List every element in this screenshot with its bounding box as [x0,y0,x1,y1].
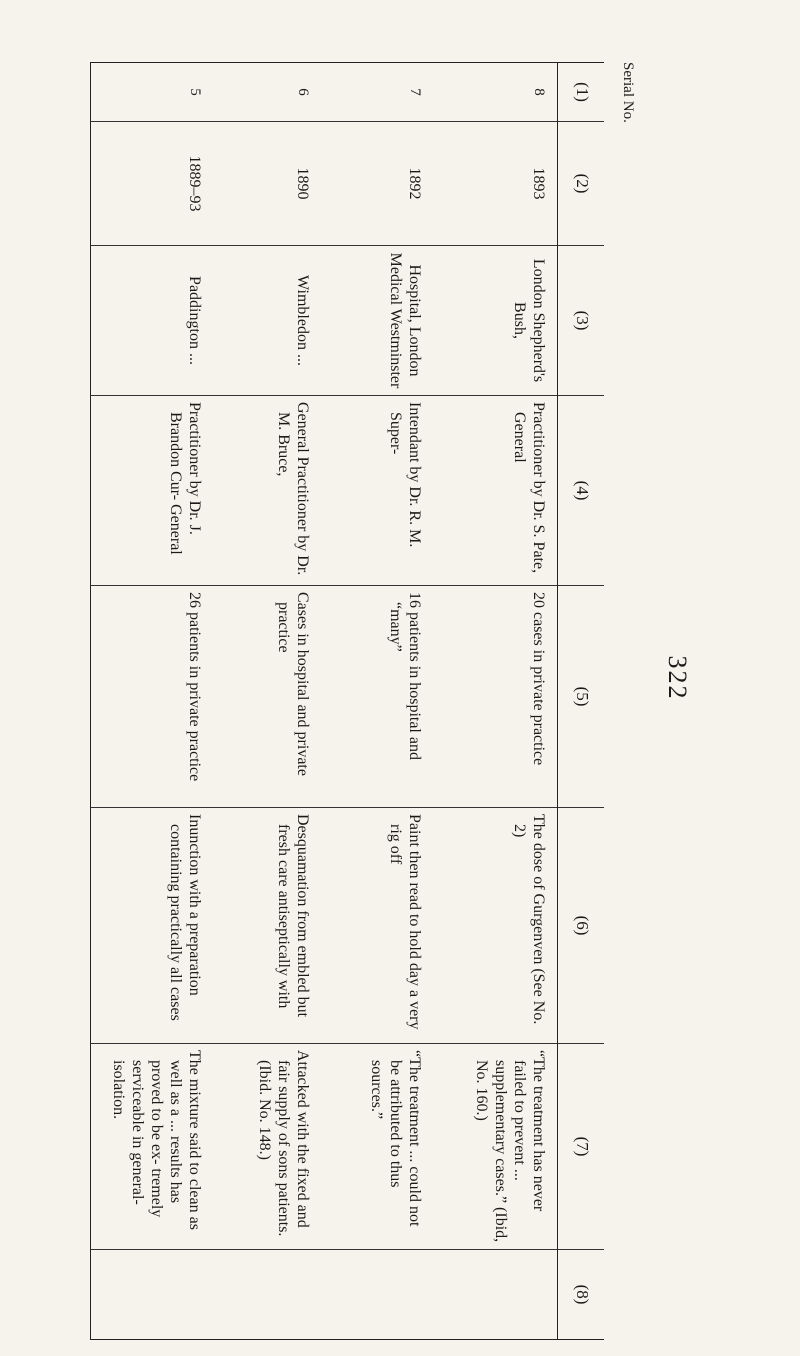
table-cell: London Shepherd's Bush, [511,258,547,383]
table-column-6 [90,807,604,1043]
page-number: 322 [663,655,692,701]
table-cell: Intendant by Dr. R. M. Super- [387,402,423,548]
table-cell: 1890 [294,167,311,200]
column-header: (6) [573,915,592,936]
table-cell: 1893 [530,167,547,200]
table-cell: 26 patients in private practice [186,592,203,782]
serial-number-heading: Serial No. [620,62,636,123]
table-cell: The dose of Gurgenven (See No. 2) [511,814,547,1025]
results-table [90,62,604,1340]
table-cell: Cases in hospital and private practice [275,592,311,776]
table-cell: General Practitioner by Dr. M. Bruce, [275,402,311,576]
table-cell: 20 cases in private practice [530,592,547,766]
table-cell: Paddington ... [186,276,203,365]
table-cell: 7 [407,88,423,96]
table-cell: 5 [187,88,203,96]
table-cell: Hospital, London Medical Westminster [387,252,423,389]
table-column-5 [90,585,604,807]
table-cell: Attacked with the fixed and fair supply of sons patients. (Ibid. No. 148.) [256,1050,311,1237]
table-column-1 [90,63,604,121]
table-cell: Inunction with a preparation containing practically all cases [167,814,203,1021]
table-cell: 8 [531,88,547,96]
column-header: (1) [573,82,592,102]
table-cell: 16 patients in hospital and “many” [387,592,423,760]
header-rule [557,63,558,1339]
table-column-4 [90,395,604,585]
table-cell: 1892 [406,167,423,200]
column-header: (3) [573,310,592,331]
table-cell: Desquamation from embled but fresh care antiseptically with [275,814,311,1018]
table-cell: Practitioner by Dr. S. Pate, General [511,402,547,574]
column-header: (8) [573,1284,592,1305]
table-column-3 [90,245,604,395]
table-cell: Practitioner by Dr. J. Brandon Cur- General [167,402,203,555]
column-header: (7) [573,1136,592,1157]
table-cell: “The treatment has never failed to prevent ... supplementary cases.” (Ibid, No. 160.) [473,1050,547,1243]
column-header: (2) [573,173,592,194]
table-cell: 1889–93 [186,155,203,212]
column-header: (4) [573,480,592,501]
column-header: (5) [573,686,592,707]
table-column-7 [90,1043,604,1249]
table-cell: The mixture said to clean as well as a ... results has proved to be ex- tremely serviceable in general- isolation. [110,1050,203,1230]
footer-rule [90,63,91,1339]
table-column-8 [90,1249,604,1339]
table-cell: 6 [295,88,311,96]
table-column-2 [90,121,604,245]
table-cell: Wimbledon ... [294,275,311,366]
table-cell: Paint then read to hold day a very rig off [387,814,423,1030]
table-cell: “The treatment ... could not be attributed to thus sources.” [368,1050,423,1227]
